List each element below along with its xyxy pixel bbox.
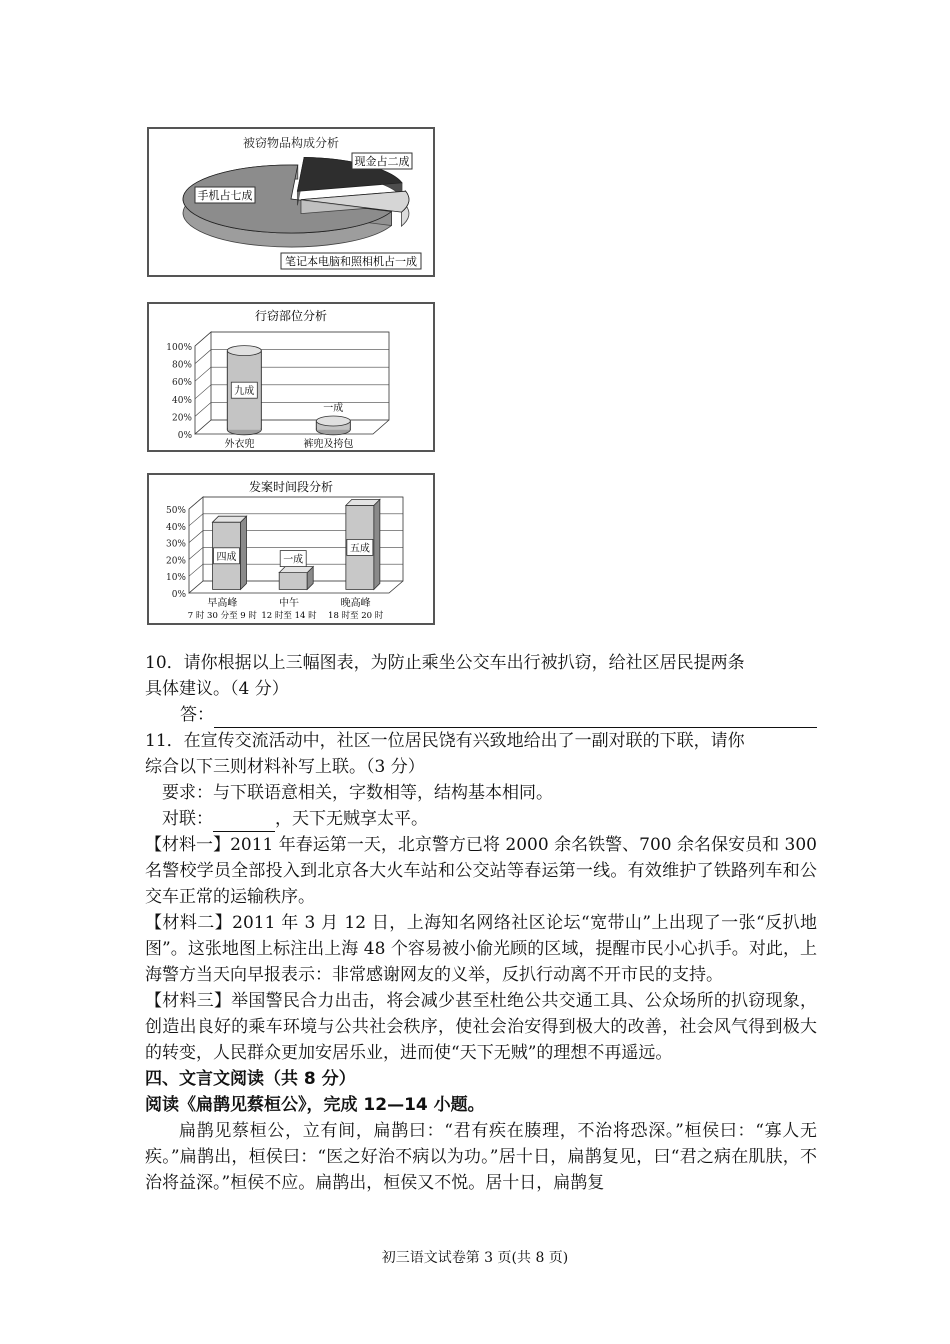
couplet-suffix: ，天下无贼享太平。 (275, 809, 428, 829)
section4-intro: 阅读《扁鹊见蔡桓公》，完成 12—14 小题。 (145, 1095, 485, 1115)
bar-data-label (214, 548, 240, 564)
y-tick-label: 100% (166, 343, 192, 353)
q10-answer (145, 702, 817, 728)
y-tick-label: 50% (165, 506, 186, 516)
bar-2 (279, 551, 313, 590)
x-category-label: 中午 (279, 598, 299, 609)
bar-chart-location-svg (149, 304, 433, 450)
svg-text:九成: 九成 (234, 386, 255, 398)
q11-line2: 综合以下三则材料补写上联。（3 分） (145, 757, 425, 777)
pie-label-phone (195, 187, 255, 203)
section4-heading: 四、文言文阅读（共 8 分） (145, 1069, 356, 1089)
pie-title: 被窃物品构成分析 (242, 136, 340, 150)
q11-requirement: 要求：与下联语意相关，字数相等，结构基本相同。 (162, 783, 553, 803)
y-tick-label: 0% (171, 590, 186, 600)
y-tick-label: 40% (165, 522, 186, 533)
x-category-label: 早高峰 (207, 598, 238, 609)
svg-text:一成: 一成 (323, 403, 344, 414)
bar2-title: 行窃部位分析 (254, 309, 328, 323)
pie-chart-svg (149, 129, 433, 275)
bar-chart-time-svg (149, 475, 433, 623)
pie-label-cash-text: 现金占二成 (354, 155, 410, 168)
question-area (145, 650, 817, 1196)
x-category-label: 晚高峰 (340, 598, 371, 609)
section4-passage: 扁鹊见蔡桓公，立有间，扁鹊曰：“君有疾在腠理，不治将恐深。”桓侯曰：“寡人无疾。”扁鹊出，桓侯曰：“医之好治不病以为功。”居十日，扁鹊复见，曰“君之病在肌肤，不治将益深。”桓侯不应。扁鹊出，桓侯又不悦。居十日，扁鹊复 (145, 1121, 817, 1193)
bar-chart-time (147, 473, 435, 625)
material-3: 【材料三】举国警民合力出击，将会减少甚至杜绝公共交通工具、公众场所的扒窃现象，创造出良好的乘车环境与公共社会秩序，使社会治安得到极大的改善，社会风气得到极大的转变，人民群众更加安居乐业，进而使“天下无贼”的理想不再遥远。 (145, 991, 817, 1063)
pie-label-phone-text: 手机占七成 (197, 189, 253, 202)
answer-label: 答： (180, 705, 214, 725)
bar-1 (213, 516, 247, 589)
material-2: 【材料二】2011 年 3 月 12 日，上海知名网络社区论坛“宽带山”上出现了一张“反扒地图”。这张地图上标注出上海 48 个容易被小偷光顾的区域，提醒市民小心扒手。对此，上海警方当天向早报表示：非常感谢网友的义举，反扒行动离不开市民的支持。 (145, 913, 817, 985)
bar-chart-location (147, 302, 435, 452)
bar-data-label (231, 382, 257, 398)
bar-data-label (323, 401, 343, 414)
bar-3 (346, 499, 380, 589)
answer-input-line[interactable] (214, 709, 817, 728)
y-tick-label: 20% (171, 413, 192, 424)
y-tick-label: 80% (171, 360, 192, 371)
x-category-label: 裤兜及挎包 (303, 439, 354, 450)
y-tick-label: 60% (171, 378, 192, 389)
svg-text:五成: 五成 (349, 543, 370, 555)
bar-data-label (280, 551, 306, 567)
x-category-sublabel: 12 时至 14 时 (261, 611, 317, 621)
q10-line1: 10．请你根据以上三幅图表，为防止乘坐公交车出行被扒窃，给社区居民提两条 (145, 653, 745, 673)
pie-chart-stolen-items (147, 127, 435, 277)
couplet-blank[interactable] (213, 813, 275, 832)
bar-2 (316, 401, 350, 435)
y-tick-label: 0% (177, 431, 192, 441)
pie-label-laptop (281, 253, 421, 269)
q10-line2: 具体建议。（4 分） (145, 679, 289, 699)
x-category-label: 外衣兜 (224, 439, 255, 450)
q11-line1: 11．在宣传交流活动中，社区一位居民饶有兴致地给出了一副对联的下联，请你 (145, 731, 745, 751)
svg-text:一成: 一成 (283, 554, 304, 566)
x-category-sublabel: 18 时至 20 时 (328, 611, 384, 621)
x-category-sublabel: 7 时 30 分至 9 时 (187, 611, 257, 621)
bar3-title: 发案时间段分析 (248, 480, 334, 494)
y-tick-label: 30% (165, 539, 186, 550)
couplet-prefix: 对联： (162, 809, 213, 829)
pie-label-laptop-text: 笔记本电脑和照相机占一成 (285, 255, 417, 268)
y-tick-label: 20% (165, 556, 186, 567)
pie-label-cash (352, 153, 412, 169)
q11-couplet (145, 806, 817, 832)
material-1: 【材料一】2011 年春运第一天，北京警方已将 2000 余名铁警、700 余名保安员和 300 名警校学员全部投入到北京各大火车站和公交站等春运第一线。有效维护了铁路列车和公交车正常的运输秩序。 (145, 835, 817, 907)
bar-data-label (347, 539, 373, 555)
y-tick-label: 10% (165, 573, 186, 584)
bar-1 (227, 346, 261, 435)
page-footer: 初三语文试卷第 3 页(共 8 页) (381, 1250, 569, 1266)
chart-axes (166, 332, 389, 441)
y-tick-label: 40% (171, 395, 192, 406)
svg-text:四成: 四成 (216, 551, 237, 563)
